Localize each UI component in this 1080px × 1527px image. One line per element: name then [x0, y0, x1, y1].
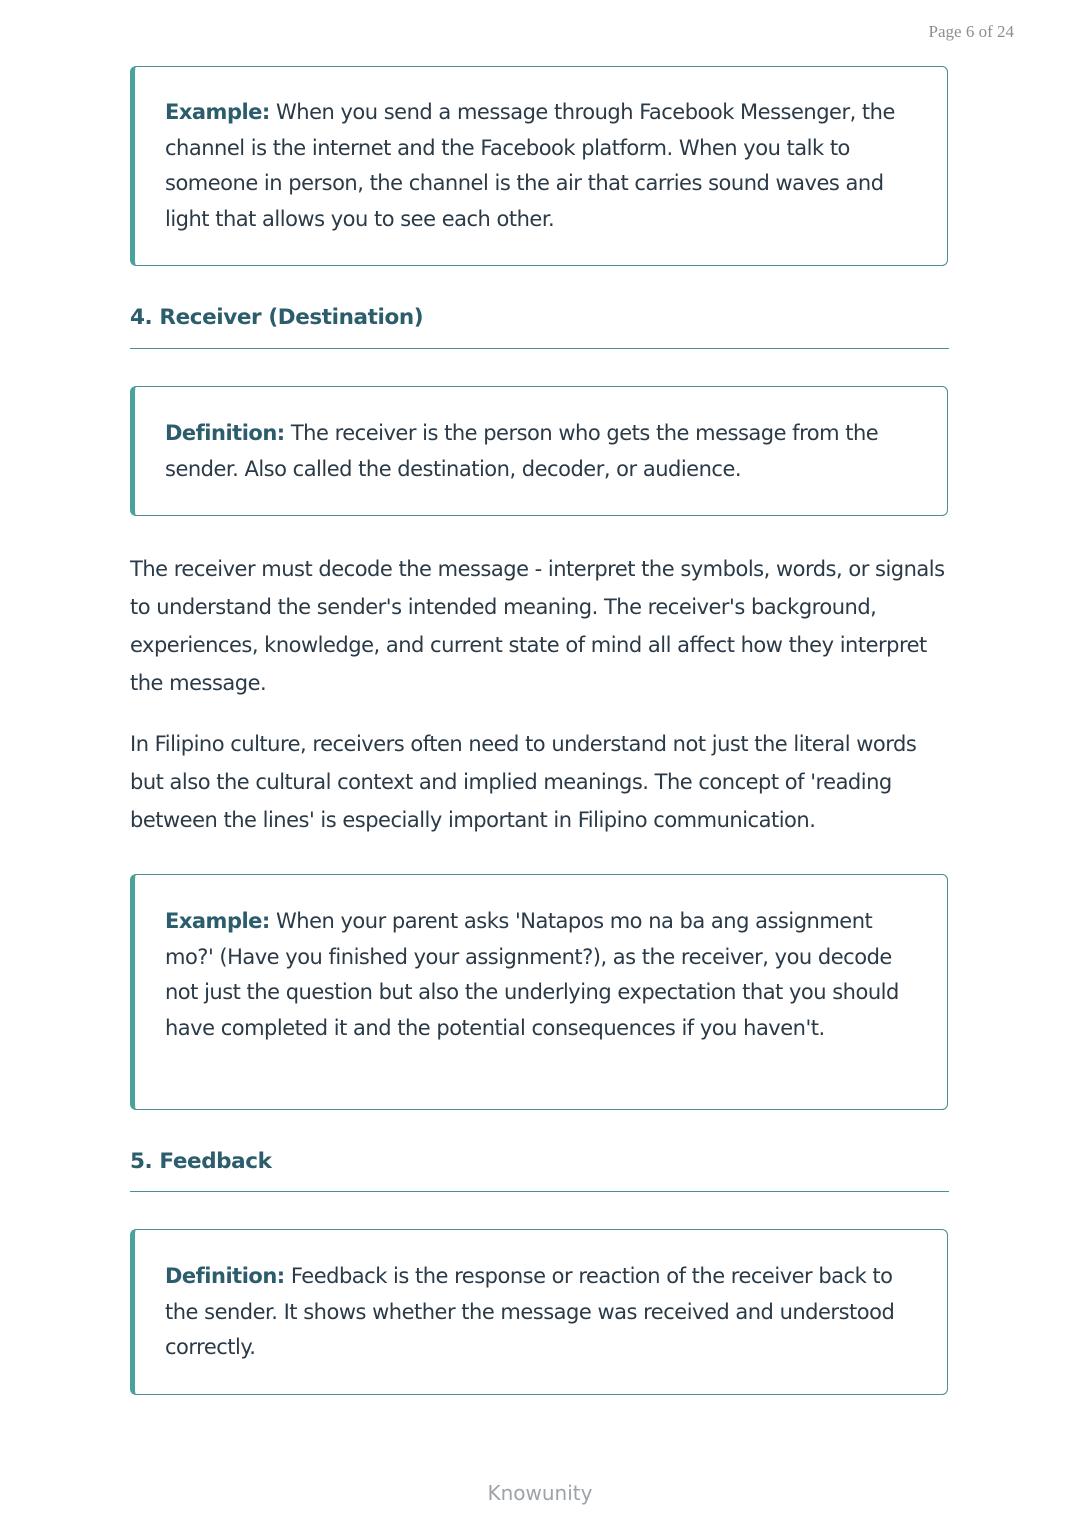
example-text: When your parent asks 'Natapos mo na ba ang assignment mo?' (Have you finished your assignment?), as the receiver, you decode not just the question but also the underlying expectation that you should have completed it and the potential consequences if you haven't. — [165, 909, 899, 1040]
definition-box-receiver — [130, 386, 948, 516]
example-text: When you send a message through Facebook Messenger, the channel is the internet and the Facebook platform. When you talk to someone in person, the channel is the air that carries sound waves and light that allows you to see each other. — [165, 100, 895, 231]
example-label: Example: — [165, 100, 270, 124]
example-box-channel — [130, 66, 948, 266]
footer-brand: Knowunity — [487, 1481, 593, 1505]
section-heading-receiver: 4. Receiver (Destination) — [130, 305, 424, 330]
section-heading-feedback: 5. Feedback — [130, 1149, 272, 1174]
receiver-paragraph-decode: The receiver must decode the message - interpret the symbols, words, or signals to understand the sender's intended meaning. The receiver's background, experiences, knowledge, and current state of mind all affect how they interpret the message. — [130, 557, 945, 695]
definition-label: Definition: — [165, 1264, 285, 1288]
definition-text: Feedback is the response or reaction of the receiver back to the sender. It shows whether the message was received and understood correctly. — [165, 1264, 895, 1359]
definition-box-feedback — [130, 1229, 948, 1395]
example-box-receiver — [130, 874, 948, 1110]
definition-label: Definition: — [165, 421, 285, 445]
page-number: Page 6 of 24 — [928, 22, 1014, 41]
section-divider — [130, 1191, 949, 1192]
example-label: Example: — [165, 909, 270, 933]
receiver-paragraph-filipino: In Filipino culture, receivers often need to understand not just the literal words but also the cultural context and implied meanings. The concept of 'reading between the lines' is especially important in Filipino communication. — [130, 732, 917, 832]
definition-text: The receiver is the person who gets the message from the sender. Also called the destination, decoder, or audience. — [165, 421, 879, 481]
section-divider — [130, 348, 949, 349]
